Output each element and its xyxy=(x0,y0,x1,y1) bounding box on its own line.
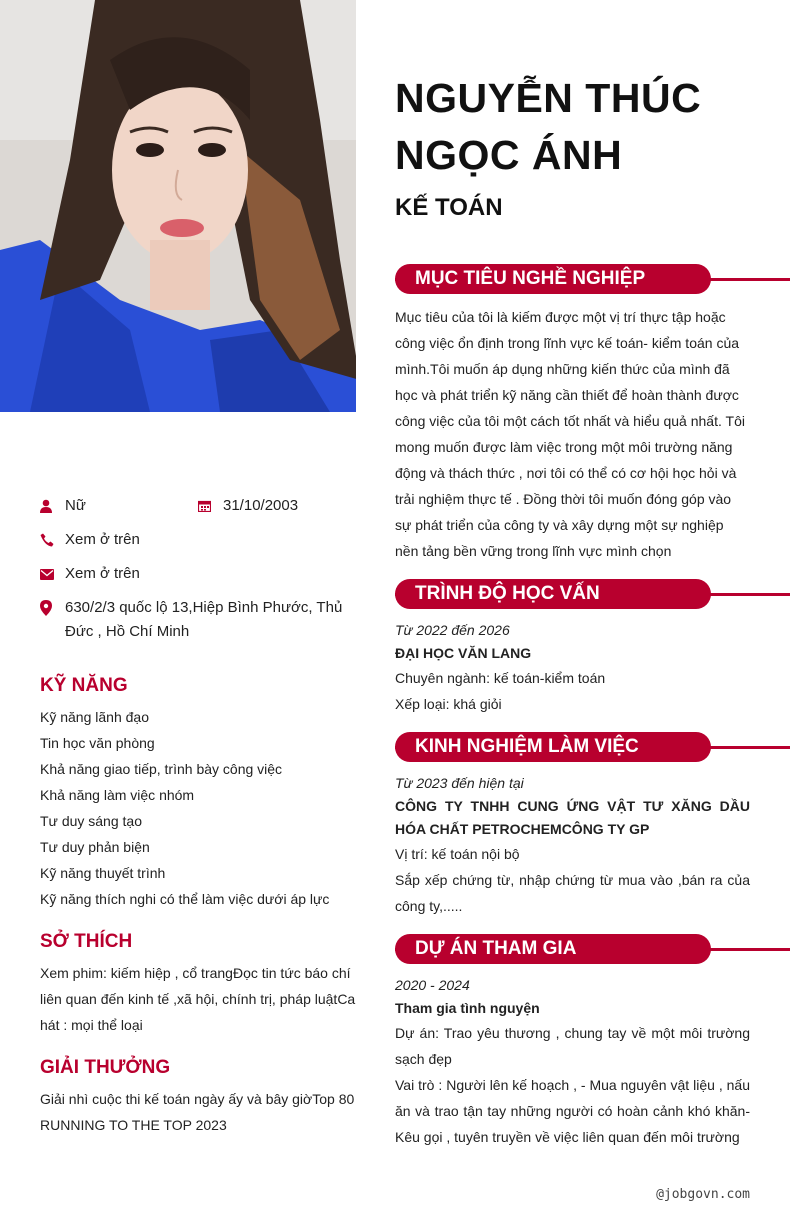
calendar-icon xyxy=(198,494,223,518)
skills-title: KỸ NĂNG xyxy=(40,675,128,696)
objective-title: MỤC TIÊU NGHỀ NGHIỆP xyxy=(395,264,711,294)
hobbies-text: Xem phim: kiếm hiệp , cổ trangĐọc tin tức báo chí liên quan đến kinh tế ,xã hội, chính trị, pháp luậtCa hát : mọi thể loại xyxy=(40,965,356,1033)
location-icon xyxy=(40,596,65,620)
objective-section-header xyxy=(395,264,790,294)
header xyxy=(395,70,750,224)
experience-description: Sắp xếp chứng từ, nhập chứng từ mua vào ,bán ra của công ty,..... xyxy=(395,872,750,914)
dob-value: 31/10/2003 xyxy=(223,497,299,514)
education-major: Chuyên ngành: kế toán-kiểm toán xyxy=(395,670,606,686)
awards-text: Giải nhì cuộc thi kế toán ngày ấy và bây giờTop 80 RUNNING TO THE TOP 2023 xyxy=(40,1091,355,1133)
education-title: TRÌNH ĐỘ HỌC VẤN xyxy=(395,579,711,609)
left-column xyxy=(40,494,356,1138)
name-line-1: NGUYỄN THÚC xyxy=(395,75,702,121)
experience-position: Vị trí: kế toán nội bộ xyxy=(395,846,520,862)
awards-title: GIẢI THƯỞNG xyxy=(40,1057,171,1078)
hobbies-title: SỞ THÍCH xyxy=(40,931,133,952)
name-line-2: NGỌC ÁNH xyxy=(395,132,623,178)
job-title: KẾ TOÁN xyxy=(395,194,503,221)
projects-title: DỰ ÁN THAM GIA xyxy=(395,934,711,964)
objective-text: Mục tiêu của tôi là kiếm được một vị trí thực tập hoặc công việc ổn định trong lĩnh vực kế toán- kiểm toán của mình.Tôi muốn áp dụng những kiến thức của mình đã học và phát triển kỹ năng cần thiết để hoàn thành được công việc của tôi một cách tốt nhất và hiểu quả nhất. Tôi mong muốn được làm việc trong một môi trường năng động và thách thức , nơi tôi có thể có cơ hội học hỏi và trải nghiệm thực tế . Đồng thời tôi muốn đóng góp vào sự phát triển của công ty và xây dựng một sự nghiệp nền tảng bền vững trong lĩnh vực mình chọn xyxy=(395,309,745,559)
experience-block xyxy=(395,772,750,919)
education-grade: Xếp loại: khá giỏi xyxy=(395,696,502,712)
project-role: Vai trò : Người lên kế hoạch , - Mua nguyên vật liệu , nấu ăn và trao tận tay những người có hoàn cảnh khó khăn- Kêu gọi , tuyên truyền về việc liên quan đến môi trường xyxy=(395,1077,750,1145)
education-date: Từ 2022 đến 2026 xyxy=(395,622,510,638)
project-date: 2020 - 2024 xyxy=(395,977,470,993)
experience-date: Từ 2023 đến hiện tại xyxy=(395,775,524,791)
personal-row xyxy=(40,494,356,518)
user-icon xyxy=(40,494,65,518)
projects-section-header xyxy=(395,934,790,964)
skill-item: Kỹ năng thích nghi có thể làm việc dưới áp lực xyxy=(40,891,330,907)
email-item xyxy=(40,562,356,586)
education-section-header xyxy=(395,579,790,609)
address-value: 630/2/3 quốc lộ 13,Hiệp Bình Phước, Thủ Đức , Hồ Chí Minh xyxy=(65,599,343,640)
skill-item: Kỹ năng lãnh đạo xyxy=(40,709,149,725)
phone-value: Xem ở trên xyxy=(65,531,140,548)
experience-company: CÔNG TY TNHH CUNG ỨNG VẬT TƯ XĂNG DẦU HÓA CHẤT PETROCHEMCÔNG TY GP xyxy=(395,798,750,837)
education-school: ĐẠI HỌC VĂN LANG xyxy=(395,645,532,661)
phone-icon xyxy=(40,528,65,552)
skill-item: Khả năng giao tiếp, trình bày công việc xyxy=(40,761,283,777)
experience-title: KINH NGHIỆM LÀM VIỆC xyxy=(395,732,711,762)
skill-item: Tin học văn phòng xyxy=(40,735,155,751)
skill-item: Tư duy sáng tạo xyxy=(40,813,142,829)
skills-list xyxy=(40,704,356,912)
objective-block xyxy=(395,304,750,564)
dob-item xyxy=(198,494,356,518)
gender-item xyxy=(40,494,198,518)
phone-item xyxy=(40,528,356,552)
email-value: Xem ở trên xyxy=(65,565,140,582)
skill-item: Kỹ năng thuyết trình xyxy=(40,865,166,881)
project-description: Dự án: Trao yêu thương , chung tay về một môi trường sạch đẹp xyxy=(395,1025,750,1067)
skill-item: Khả năng làm việc nhóm xyxy=(40,787,195,803)
project-name: Tham gia tình nguyện xyxy=(395,1000,540,1016)
address-item xyxy=(40,596,356,644)
profile-photo xyxy=(0,0,356,412)
projects-block xyxy=(395,974,750,1150)
skill-item: Tư duy phản biện xyxy=(40,839,150,855)
education-block xyxy=(395,619,750,717)
gender-value: Nữ xyxy=(65,497,86,514)
profile-photo-illustration xyxy=(0,0,356,412)
experience-section-header xyxy=(395,732,790,762)
mail-icon xyxy=(40,562,65,586)
watermark: @jobgovn.com xyxy=(656,1187,750,1202)
